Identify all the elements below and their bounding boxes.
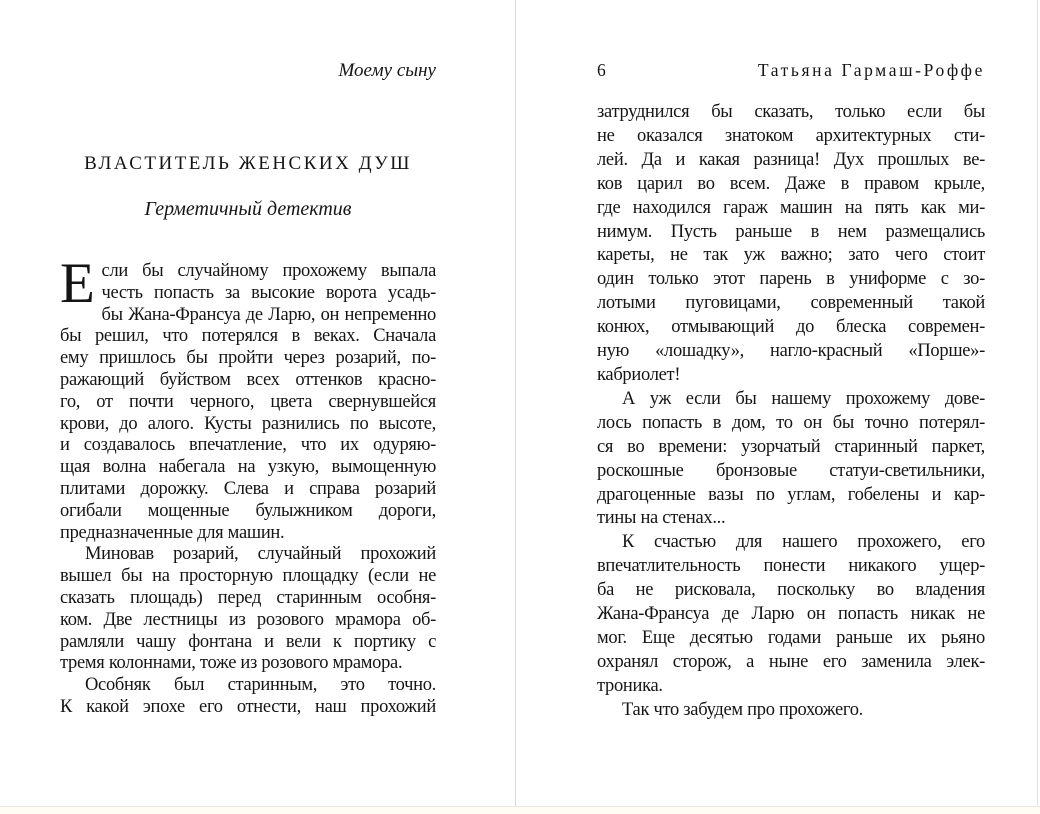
body-line: лотыми пуговицами, современный такой	[597, 293, 985, 314]
body-line: щая волна набегала на узкую, вымощенную	[60, 457, 436, 478]
drop-cap: Е	[60, 252, 95, 315]
body-line: кареты, не так уж важно; зато чего стоит	[597, 245, 985, 266]
body-line: кабриолет!	[597, 364, 681, 385]
body-line: лось попасть в дом, то он бы точно потерял-	[597, 412, 985, 433]
body-line: К какой эпохе его отнести, наш прохожий	[60, 696, 436, 717]
body-line: троника.	[597, 675, 663, 696]
body-line: драгоценные вазы по углам, гобелены и кар-	[597, 484, 985, 505]
chapter-subtitle: Герметичный детектив	[144, 198, 352, 220]
body-line: вышел бы на просторную площадку (если не	[60, 566, 436, 587]
body-line: сли бы случайному прохожему выпала	[101, 261, 436, 281]
body-paragraph	[597, 101, 985, 388]
body-line: Так что забудем про прохожего.	[622, 699, 864, 720]
body-paragraph	[60, 544, 436, 675]
running-header-author: Татьяна Гармаш-Роффе	[757, 60, 985, 80]
body-paragraph	[597, 699, 985, 723]
body-line: лей. Да и какая разница! Дух прошлых ве-	[597, 149, 985, 170]
body-line: ему пришлось бы пройти через розарий, по-	[60, 348, 436, 369]
body-paragraph	[60, 252, 436, 544]
body-line: конюх, отмывающий до блеска современ-	[597, 317, 985, 338]
body-line: Жана-Франсуа де Ларю он попасть никак не	[597, 604, 985, 625]
body-paragraph	[597, 388, 985, 531]
page-number: 6	[597, 60, 606, 80]
body-line: тины на стенах...	[597, 508, 726, 529]
body-line: ся во времени: узорчатый старинный паркет,	[597, 436, 985, 457]
body-line: К счастью для нашего прохожего, его	[622, 532, 985, 553]
body-line: рамляли чашу фонтана и вели к портику с	[60, 631, 436, 652]
body-line: плитами дорожку. Слева и справа розарий	[60, 478, 436, 499]
page-right-body	[597, 101, 985, 723]
body-line: сказать площадь) перед старинным особня-	[60, 587, 436, 608]
body-line: мог. Еще десятью годами раньше их рьяно	[597, 627, 985, 648]
dedication-text: Моему сыну	[338, 60, 436, 81]
body-line: ную «лошадку», нагло-красный «Порше»-	[597, 341, 985, 362]
body-line: Особняк был старинным, это точно.	[85, 675, 436, 696]
body-line: предназначенные для машин.	[60, 522, 285, 543]
body-line: охранял сторож, а ныне его заменила элек-	[597, 651, 985, 672]
body-paragraph	[597, 531, 985, 698]
body-line: тремя колоннами, тоже из розового мрамора.	[60, 653, 403, 674]
page-left	[60, 0, 436, 806]
window-right-edge	[1037, 0, 1038, 806]
body-line: затруднился бы сказать, только если бы	[597, 102, 985, 122]
body-line: и создавалось впечатление, что их одуряю-	[60, 435, 436, 456]
body-line: впечатлительность понести никакого ущер-	[597, 556, 985, 577]
body-line: го, от почти черного, цвета свернувшейся	[60, 391, 436, 412]
body-line: Миновав розарий, случайный прохожий	[85, 544, 436, 565]
body-line: ков царил во всем. Даже в правом крыле,	[597, 173, 985, 194]
body-line: ба не рисковала, поскольку во владения	[597, 580, 985, 601]
body-line: где находился гараж машин на пять как ми-	[597, 197, 985, 218]
body-line: роскошные бронзовые статуи-светильники,	[597, 460, 985, 481]
page-right	[597, 0, 985, 806]
page-left-body	[60, 252, 436, 719]
body-line: бы решил, что потерялся в веках. Сначала	[60, 326, 436, 347]
body-paragraph	[60, 675, 436, 719]
chapter-title: ВЛАСТИТЕЛЬ ЖЕНСКИХ ДУШ	[84, 153, 412, 174]
page-gutter-divider	[515, 0, 516, 806]
body-line: честь попасть за высокие ворота усадь-	[101, 282, 436, 303]
body-line: ком. Две лестницы из розового мрамора об-	[60, 609, 436, 630]
body-line: один только этот парень в униформе с зо-	[597, 269, 985, 290]
body-line: нимум. Пусть раньше в нем размещались	[597, 221, 985, 242]
body-line: ражающий буйством всех оттенков красно-	[60, 369, 436, 390]
body-line: крови, до алого. Кусты разнились по высоте,	[60, 413, 436, 434]
body-line: А уж если бы нашему прохожему дове-	[622, 388, 985, 409]
window-bottom-strip	[0, 807, 1040, 814]
body-line: огибали мощенные булыжником дороги,	[60, 500, 436, 521]
body-line: не оказался знатоком архитектурных сти-	[597, 125, 985, 146]
body-line: бы Жана-Франсуа де Ларю, он непременно	[101, 304, 436, 325]
running-head	[597, 58, 985, 82]
